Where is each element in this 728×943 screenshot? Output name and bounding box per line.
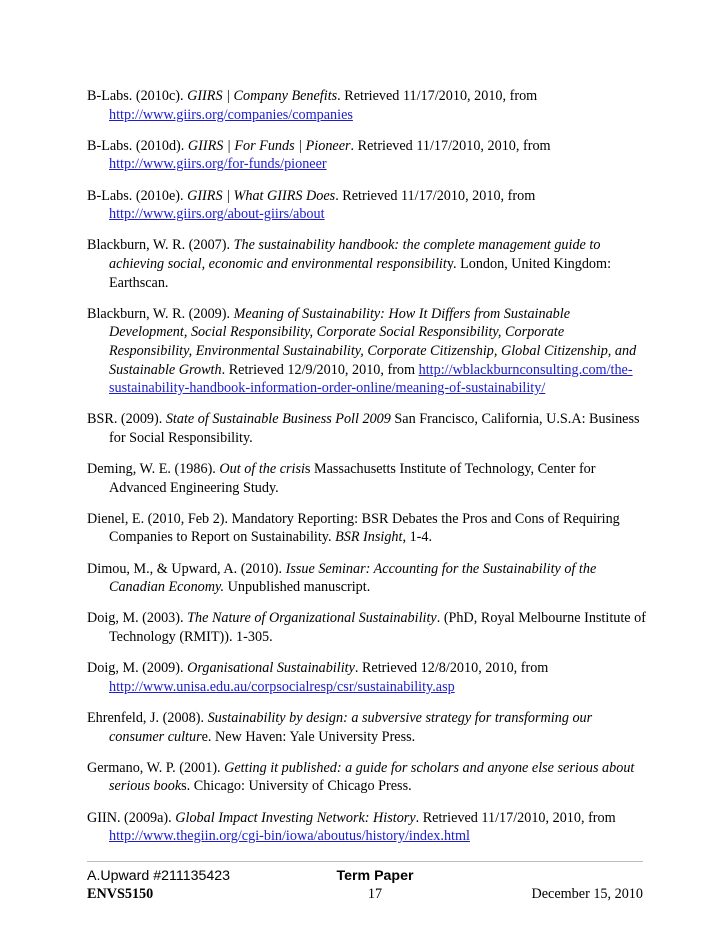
reference-details: Unpublished manuscript. <box>224 579 371 596</box>
reference-authors: Blackburn, W. R. (2009). <box>87 305 234 322</box>
reference-details: s. Chicago: University of Chicago Press. <box>181 778 412 795</box>
footer-course: ENVS5150 <box>87 886 154 902</box>
reference-title: GIIRS | Company Benefits <box>187 88 338 104</box>
reference-entry <box>87 137 647 174</box>
reference-entry <box>87 659 647 696</box>
reference-entry <box>87 759 647 796</box>
reference-details: e. New Haven: Yale University Press. <box>201 728 416 745</box>
reference-details: y. London, United Kingdom: Earthscan. <box>109 255 612 291</box>
reference-link[interactable]: http://www.unisa.edu.au/corpsocialresp/csr/sustainability.asp <box>109 678 455 695</box>
reference-authors: Dienel, E. (2010, Feb 2). Mandatory Reporting: BSR Debates the Pros and Cons of Requiring Companies to Report on Sustainability. <box>87 510 620 546</box>
reference-authors: Doig, M. (2003). <box>87 610 188 627</box>
reference-entry <box>87 560 647 597</box>
reference-entry <box>87 410 647 447</box>
reference-title: Issue Seminar: Accounting for the Sustainability of the Canadian Economy. <box>109 560 597 596</box>
footer-author: A.Upward #211135423 <box>87 868 231 884</box>
reference-entry <box>87 809 647 846</box>
footer-doc-type: Term Paper <box>336 868 414 884</box>
reference-details: 1-4. <box>406 529 433 546</box>
reference-title: Meaning of Sustainability: How It Differs from Sustainable Development, Social Responsibility, Corporate Social Responsibility, Corporate Responsibility, Environmental Sustainability, Corporate Citizenship, Global Citizenship, and Sustainable Growth <box>109 305 637 378</box>
reference-authors: B-Labs. (2010d). <box>87 137 188 154</box>
reference-title: GIIRS | For Funds | Pioneer <box>187 137 351 154</box>
reference-link[interactable]: http://www.giirs.org/for-funds/pioneer <box>109 156 327 173</box>
reference-title: Organisational Sustainability <box>187 660 355 677</box>
reference-details: . Retrieved 12/9/2010, 2010, from <box>221 361 419 378</box>
reference-entry <box>87 510 647 547</box>
reference-details: s Massachusetts Institute of Technology, Center for Advanced Engineering Study. <box>109 461 596 496</box>
reference-authors: Ehrenfeld, J. (2008). <box>87 709 208 726</box>
footer-page-number: 17 <box>367 886 383 902</box>
reference-details: . Retrieved 11/17/2010, 2010, from <box>415 809 616 826</box>
reference-title: State of Sustainable Business Poll 2009 <box>165 411 391 428</box>
reference-title: The Nature of Organizational Sustainability <box>187 610 437 627</box>
reference-title: Global Impact Investing Network: History <box>175 809 416 826</box>
reference-link[interactable]: http://www.thegiin.org/cgi-bin/iowa/aboutus/history/index.html <box>109 828 470 845</box>
reference-title: GIIRS | What GIIRS Does <box>187 187 336 204</box>
reference-title: The sustainability handbook: the complete management guide to achieving social, economic and environmental responsibilit <box>109 237 601 272</box>
reference-authors: GIIN. (2009a). <box>87 809 176 826</box>
reference-entry <box>87 460 647 497</box>
reference-entry <box>87 187 647 224</box>
reference-details: . Retrieved 12/8/2010, 2010, from <box>354 660 549 677</box>
reference-entry <box>87 709 647 746</box>
reference-entry <box>87 87 647 124</box>
reference-details: . Retrieved 11/17/2010, 2010, from <box>335 187 536 204</box>
reference-details: . (PhD, Royal Melbourne Institute of Technology (RMIT)). 1-305. <box>109 610 646 645</box>
reference-authors: B-Labs. (2010c). <box>87 88 188 104</box>
reference-details: . Retrieved 11/17/2010, 2010, from <box>350 137 551 154</box>
reference-entry <box>87 609 647 646</box>
reference-entry <box>87 305 647 398</box>
reference-authors: BSR. (2009). <box>87 411 166 428</box>
reference-authors: Doig, M. (2009). <box>87 660 188 677</box>
reference-authors: Germano, W. P. (2001). <box>87 759 225 776</box>
reference-title: BSR Insight, <box>335 529 407 546</box>
reference-entry <box>87 236 647 292</box>
reference-authors: B-Labs. (2010e). <box>87 187 188 204</box>
reference-authors: Dimou, M., & Upward, A. (2010). <box>87 560 286 577</box>
reference-authors: Deming, W. E. (1986). <box>87 461 220 478</box>
footer-date: December 15, 2010 <box>531 886 643 902</box>
reference-link[interactable]: http://www.giirs.org/companies/companies <box>109 106 353 123</box>
reference-link[interactable]: http://www.giirs.org/about-giirs/about <box>109 206 325 223</box>
reference-authors: Blackburn, W. R. (2007). <box>87 237 234 254</box>
footer-divider <box>87 861 643 862</box>
reference-title: Sustainability by design: a subversive strategy for transforming our consumer cultur <box>109 709 593 745</box>
reference-list <box>87 87 647 858</box>
reference-details: San Francisco, California, U.S.A: Business for Social Responsibility. <box>109 411 640 446</box>
reference-title: Out of the crisi <box>219 461 305 478</box>
reference-title: Getting it published: a guide for scholars and anyone else serious about serious book <box>109 759 635 795</box>
reference-link[interactable]: http://wblackburnconsulting.com/the-sustainability-handbook-information-order-online/meaning-of-sustainability/ <box>109 361 633 397</box>
reference-details: . Retrieved 11/17/2010, 2010, from <box>337 88 538 104</box>
